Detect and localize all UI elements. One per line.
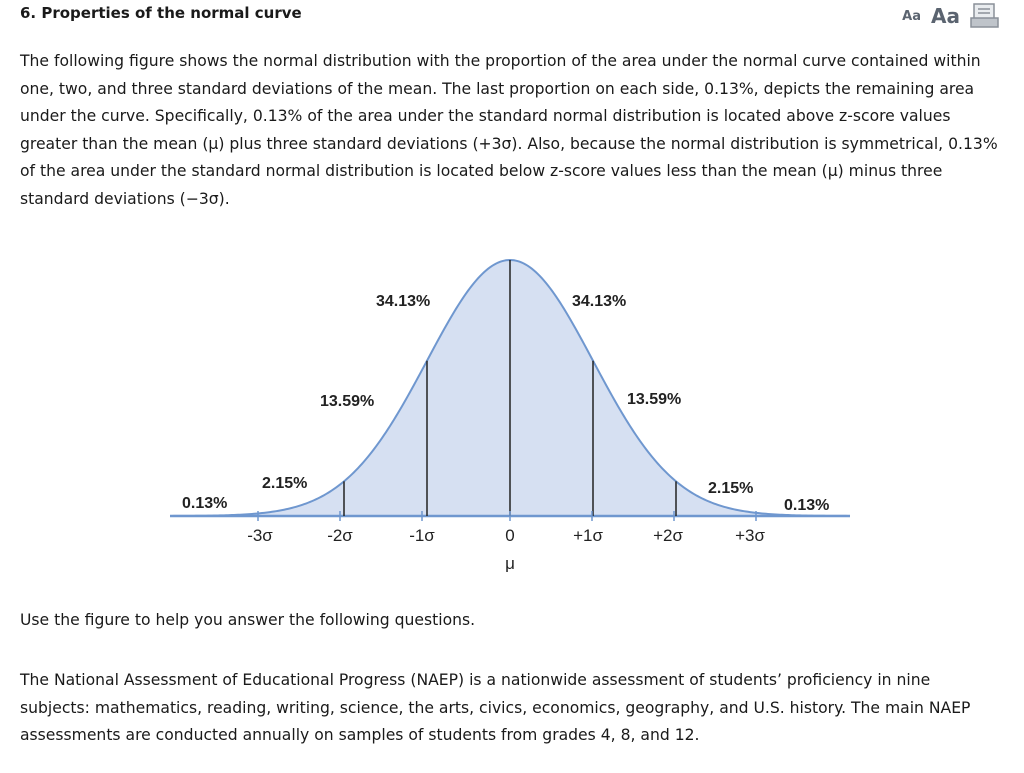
axis-label-mu: μ	[505, 554, 515, 573]
naep-paragraph: The National Assessment of Educational Progress (NAEP) is a nationwide assessment of students’ proficiency in nine subjects: mathematics, reading, writing, science, the arts, civics, economics, geography, and U.S. history. The main NAEP assessments are conducted annually on samples of students from grades 4, 8, and 12.	[20, 671, 971, 744]
instruction-paragraph: Use the figure to help you answer the following questions.	[20, 611, 476, 629]
axis-label-minus-1-sigma: -1σ	[409, 526, 435, 545]
font-size-large-button[interactable]: Aa	[931, 4, 960, 28]
axis-label-minus-2-sigma: -2σ	[327, 526, 353, 545]
normal-curve-svg	[160, 248, 860, 588]
label-right-tail: 0.13%	[784, 497, 830, 514]
intro-paragraph: The following figure shows the normal distribution with the proportion of the area under the normal curve contained within one, two, and three standard deviations of the mean. The last proportion on each side, 0.13%, depicts the remaining area under the curve. Specifically, 0.13% of the area under the standard normal distribution is located above z-score values greater than the mean (μ) plus three standard deviations (+3σ). Also, because the normal distribution is symmetrical, 0.13% of the area under the standard normal distribution is located below z-score values less than the mean (μ) minus three standard deviations (−3σ).	[20, 52, 998, 208]
axis-label-zero: 0	[505, 526, 515, 545]
normal-curve-figure	[160, 248, 860, 588]
label-right-3-sigma: 2.15%	[708, 480, 754, 497]
label-right-2-sigma: 13.59%	[627, 391, 682, 408]
label-right-1-sigma: 34.13%	[572, 293, 627, 310]
label-left-tail: 0.13%	[182, 495, 228, 512]
label-left-2-sigma: 13.59%	[320, 393, 375, 410]
axis-label-plus-3-sigma: +3σ	[735, 526, 765, 545]
axis-label-minus-3-sigma: -3σ	[247, 526, 273, 545]
print-icon[interactable]	[970, 2, 1000, 30]
page-title: 6. Properties of the normal curve	[20, 4, 302, 22]
label-left-1-sigma: 34.13%	[376, 293, 431, 310]
toolbar	[902, 2, 1000, 30]
axis-label-plus-1-sigma: +1σ	[573, 526, 603, 545]
font-size-small-button[interactable]: Aa	[902, 8, 922, 24]
label-left-3-sigma: 2.15%	[262, 475, 308, 492]
axis-label-plus-2-sigma: +2σ	[653, 526, 683, 545]
